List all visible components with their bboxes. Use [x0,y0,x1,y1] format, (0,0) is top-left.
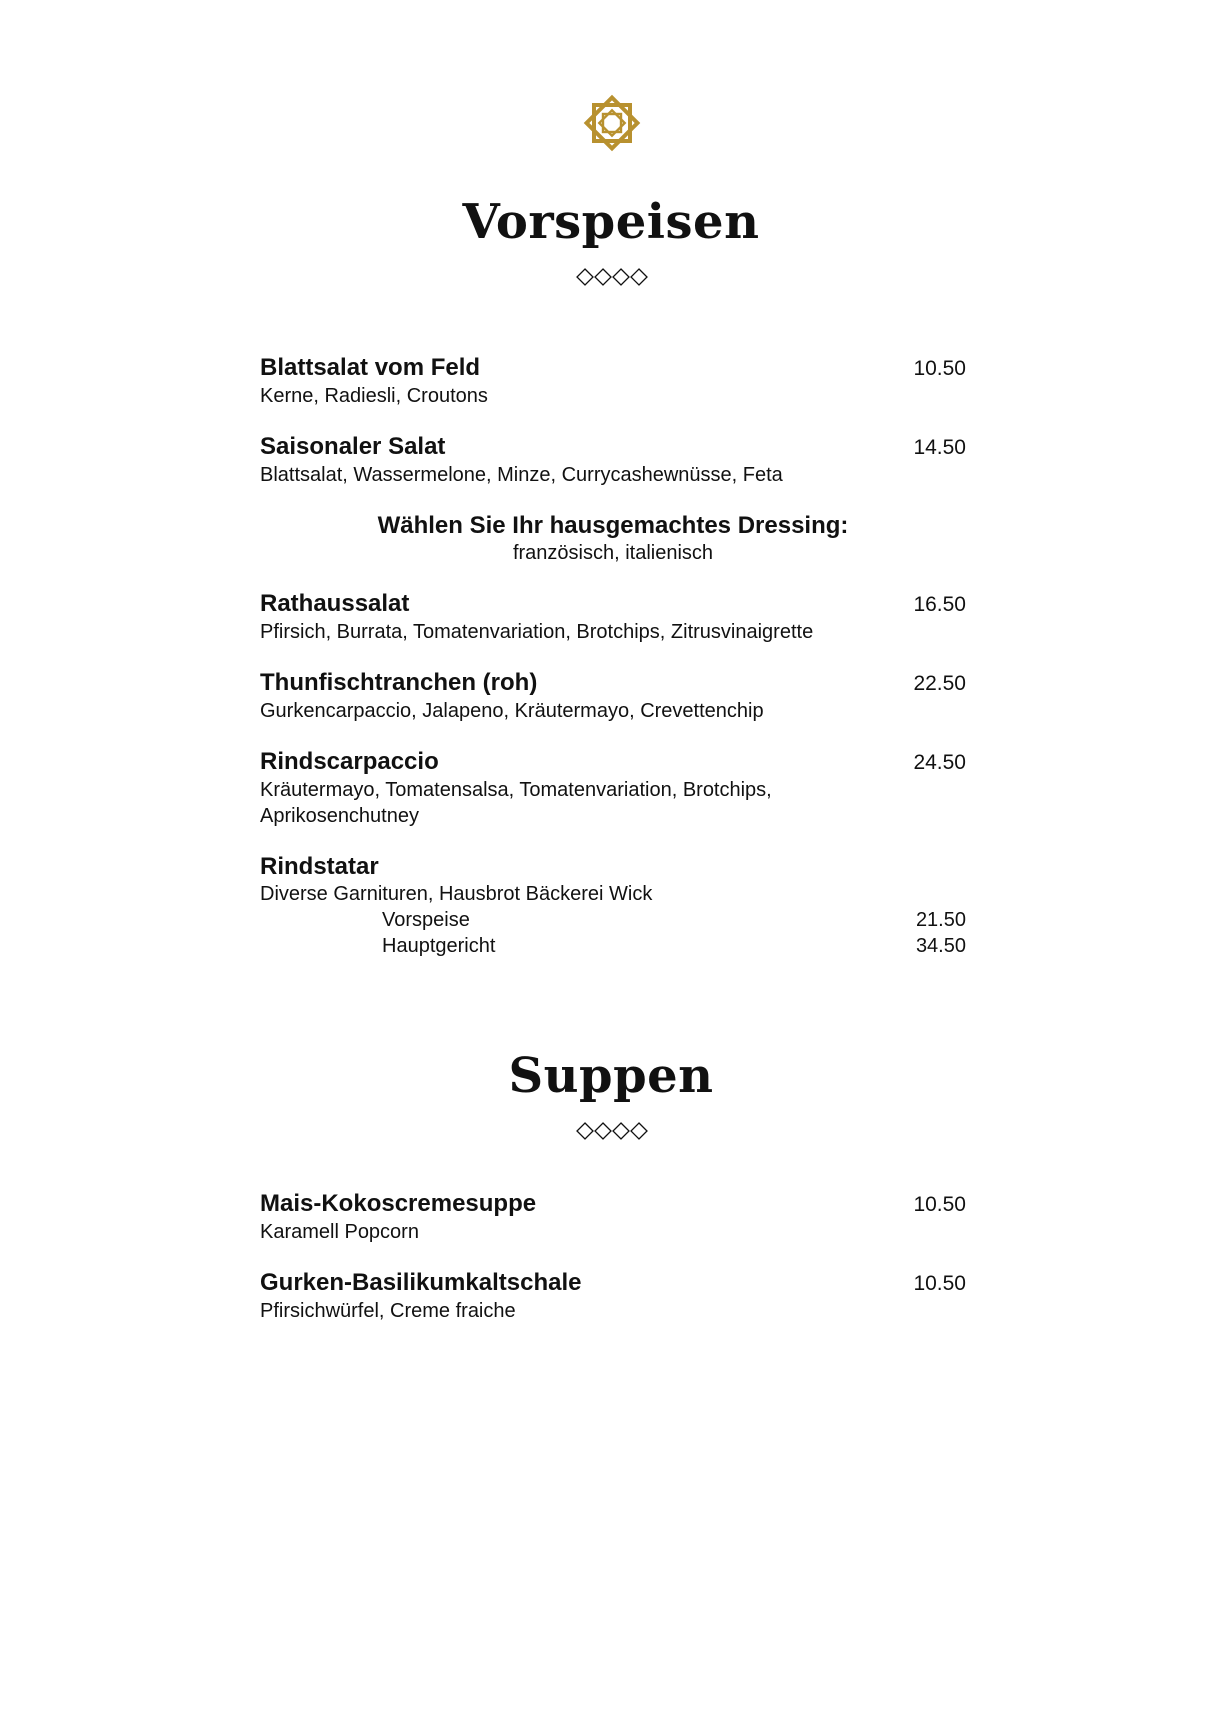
menu-item [260,748,966,829]
item-description: Blattsalat, Wassermelone, Minze, Currycashewnüsse, Feta [260,464,783,486]
section-title-soups: Suppen [508,1048,714,1104]
variant-label: Vorspeise [382,909,470,931]
variant-row [260,933,966,959]
menu-item [260,1269,966,1324]
menu-item [260,590,966,645]
item-name: Rindscarpaccio [260,748,439,775]
menu-item [260,669,966,724]
section-title-starters: Vorspeisen [462,194,760,250]
diamond-divider-icon [575,267,649,287]
item-description: Karamell Popcorn [260,1221,419,1243]
item-price: 24.50 [913,751,966,774]
dressing-options: französisch, italienisch [512,542,714,564]
item-name: Rindstatar [260,853,379,880]
item-price: 10.50 [913,1193,966,1216]
item-description: Gurkencarpaccio, Jalapeno, Kräutermayo, Crevettenchip [260,700,764,722]
item-description: Kräutermayo, Tomatensalsa, Tomatenvariation, Brotchips, Aprikosenchutney [260,779,772,827]
item-description: Kerne, Radiesli, Croutons [260,385,488,407]
ornament-star-icon [581,92,643,154]
item-name: Blattsalat vom Feld [260,354,481,381]
soups-menu [260,1190,966,1324]
variant-label: Hauptgericht [382,935,496,957]
variant-price: 34.50 [915,935,966,957]
menu-item-tartare [260,853,966,959]
item-name: Thunfischtranchen (roh) [260,669,538,696]
item-price: 10.50 [913,357,966,380]
item-description: Pfirsich, Burrata, Tomatenvariation, Brotchips, Zitrusvinaigrette [260,621,814,643]
item-name: Saisonaler Salat [260,433,446,460]
item-description: Diverse Garnituren, Hausbrot Bäckerei Wick [260,883,653,905]
dressing-headline: Wählen Sie Ihr hausgemachtes Dressing: [377,512,849,539]
menu-item [260,433,966,488]
item-price: 14.50 [913,436,966,459]
item-description: Pfirsichwürfel, Creme fraiche [260,1300,516,1322]
dressing-note [260,512,966,566]
item-name: Gurken-Basilikumkaltschale [260,1269,582,1296]
item-name: Mais-Kokoscremesuppe [260,1190,537,1217]
menu-item [260,354,966,409]
item-price: 22.50 [913,672,966,695]
variant-row [260,907,966,933]
variant-price: 21.50 [915,909,966,931]
menu-item [260,1190,966,1245]
item-price: 10.50 [913,1272,966,1295]
item-name: Rathaussalat [260,590,410,617]
diamond-divider-icon [575,1121,649,1141]
item-price: 16.50 [913,593,966,616]
starters-menu [260,354,966,959]
